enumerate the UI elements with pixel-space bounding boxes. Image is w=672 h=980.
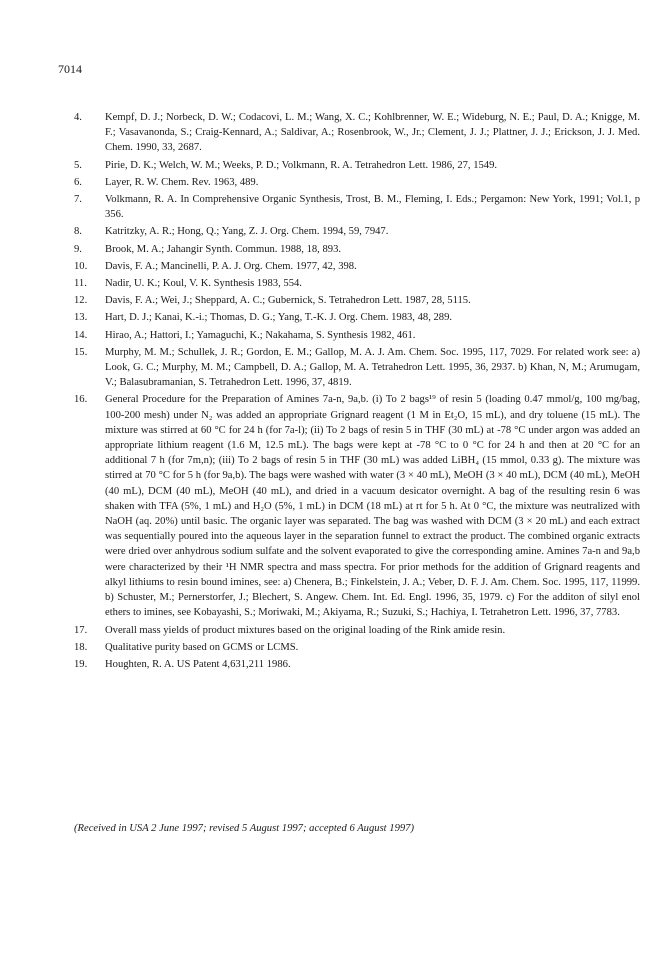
- reference-text: Qualitative purity based on GCMS or LCMS.: [105, 641, 299, 653]
- reference-text: General Procedure for the Preparation of Amines 7a-n, 9a,b. (i) To 2 bags¹⁹ of resin 5 (loading 0.47 mmol/g, 100 mg/bag, 100-200 mesh) under N₂ was added an appropriate Grignard reagent (1 M in Et₂O, 15 mL), and dry toluene (15 mL). The mixture was stirred at 60 °C for 24 h (for 7a-l); (ii) To 2 bags of resin 5 in THF (30 mL) at -78 °C under argon was added an appropriate lithium reagent (1.6 M, 12.5 mL). The bags were kept at -78 °C to 0 °C for 24 h and then at 20 °C for an additional 7 h (for 7m,n); (iii) To 2 bags of resin 5 in THF (30 mL) was added LiBH₄ (15 mmol, 0.33 g). The mixture was stirred at 70 °C for 5 h (for 9a,b). The bags were washed with water (3 × 40 mL), MeOH (3 × 40 mL), DCM (40 mL), MeOH (40 mL), DCM (40 mL), MeOH (40 mL), and dried in a vacuum desicator overnight. A bag of the resulting resin 6 was shaken with TFA (5%, 1 mL) and H₂O (5%, 1 mL) in DCM (18 mL) at rt for 5 h. At 0 °C, the mixture was neutralized with NaOH (aq. 20%) until basic. The organic layer was separated. The bag was washed with DCM (3 × 20 mL) and each extract was sequentially poured into the aqueous layer in the separation funnel to extract the product. The combined organic extracts were dried over anhydrous sodium sulfate and the solvent evaporated to give the corresponding amine. Amines 7a-n and 9a,b were characterized by their ¹H NMR spectra and mass spectra. For prior methods for the addition of Grignard reagents and alkyl lithiums to resin bound imines, see: a) Chenera, B.; Finkelstein, J. A.; Veber, D. F. J. Am. Chem. Soc. 1995, 117, 11999. b) Schuster, M.; Pernerstorfer, J.; Blechert, S. Angew. Chem. Int. Ed. Engl. 1996, 35, 1979. c) For the additon of silyl enol ethers to imines, see Kobayashi, S.; Moriwaki, M.; Akiyama, R.; Suzuki, S.; Hachiya, I. Tetrahetron Lett. 1996, 37, 7783.: [105, 394, 640, 619]
- reference-text: Layer, R. W. Chem. Rev. 1963, 489.: [105, 176, 259, 188]
- reference-text: Davis, F. A.; Wei, J.; Sheppard, A. C.; Gubernick, S. Tetrahedron Lett. 1987, 28, 5115.: [105, 295, 471, 307]
- reference-list: [74, 110, 640, 672]
- reference-number: 6.: [74, 176, 82, 188]
- reference-item: [74, 345, 640, 391]
- reference-item: [74, 242, 640, 257]
- reference-item: [74, 259, 640, 274]
- reference-item: [74, 276, 640, 291]
- reference-item: [74, 192, 640, 222]
- reference-text: Volkmann, R. A. In Comprehensive Organic Synthesis, Trost, B. M., Fleming, I. Eds.; Pergamon: New York, 1991; Vol.1, p 356.: [105, 194, 640, 221]
- received-dates: (Received in USA 2 June 1997; revised 5 August 1997; accepted 6 August 1997): [74, 823, 414, 834]
- reference-text: Brook, M. A.; Jahangir Synth. Commun. 1988, 18, 893.: [105, 243, 342, 255]
- reference-number: 7.: [74, 194, 82, 206]
- reference-number: 5.: [74, 159, 82, 171]
- reference-number: 9.: [74, 243, 82, 255]
- reference-number: 11.: [74, 278, 87, 290]
- reference-text: Katritzky, A. R.; Hong, Q.; Yang, Z. J. Org. Chem. 1994, 59, 7947.: [105, 226, 389, 238]
- reference-number: 12.: [74, 295, 88, 307]
- reference-item: [74, 328, 640, 343]
- reference-number: 13.: [74, 312, 88, 324]
- reference-text: Murphy, M. M.; Schullek, J. R.; Gordon, E. M.; Gallop, M. A. J. Am. Chem. Soc. 1995, 117, 7029. For related work see: a) Look, G. C.; Murphy, M. M.; Campbell, D. A.; Gallop, M. A. Tetrahedron Lett. 1995, 36, 2937. b) Khan, N, M.; Arumugam, V.; Balasubramanian, S. Tetrahedron Lett. 1996, 37, 4819.: [105, 346, 640, 389]
- reference-item: [74, 657, 640, 672]
- reference-item: [74, 175, 640, 190]
- reference-number: 18.: [74, 641, 88, 653]
- reference-number: 4.: [74, 112, 82, 123]
- reference-item: [74, 640, 640, 655]
- reference-text: Overall mass yields of product mixtures based on the original loading of the Rink amide resin.: [105, 624, 506, 636]
- reference-text: Davis, F. A.; Mancinelli, P. A. J. Org. Chem. 1977, 42, 398.: [105, 260, 357, 272]
- reference-text: Houghten, R. A. US Patent 4,631,211 1986.: [105, 658, 291, 670]
- reference-item: [74, 623, 640, 638]
- reference-number: 15.: [74, 346, 88, 358]
- reference-item: [74, 310, 640, 325]
- reference-text: Nadir, U. K.; Koul, V. K. Synthesis 1983, 554.: [105, 278, 302, 290]
- reference-text: Kempf, D. J.; Norbeck, D. W.; Codacovi, L. M.; Wang, X. C.; Kohlbrenner, W. E.; Wideburg, N. E.; Paul, D. A.; Knigge, M. F.; Vasavanonda, S.; Craig-Kennard, A.; Saldivar, A.; Rosenbrook, W., Jr.; Clement, J. J.; Plattner, J. J.; Erickson, J. J. Med. Chem. 1990, 33, 2687.: [105, 112, 640, 154]
- reference-number: 14.: [74, 329, 88, 341]
- reference-number: 17.: [74, 624, 88, 636]
- reference-number: 19.: [74, 658, 88, 670]
- reference-item: [74, 224, 640, 239]
- reference-item: [74, 392, 640, 620]
- reference-text: Pirie, D. K.; Welch, W. M.; Weeks, P. D.; Volkmann, R. A. Tetrahedron Lett. 1986, 27, 1549.: [105, 159, 498, 171]
- reference-number: 8.: [74, 226, 82, 238]
- reference-item: [74, 158, 640, 173]
- reference-item: [74, 110, 640, 156]
- reference-text: Hirao, A.; Hattori, I.; Yamaguchi, K.; Nakahama, S. Synthesis 1982, 461.: [105, 329, 416, 341]
- reference-item: [74, 293, 640, 308]
- reference-number: 16.: [74, 394, 88, 406]
- reference-text: Hart, D. J.; Kanai, K.-i.; Thomas, D. G.; Yang, T.-K. J. Org. Chem. 1983, 48, 289.: [105, 312, 453, 324]
- page-number: 7014: [58, 62, 82, 76]
- reference-number: 10.: [74, 260, 88, 272]
